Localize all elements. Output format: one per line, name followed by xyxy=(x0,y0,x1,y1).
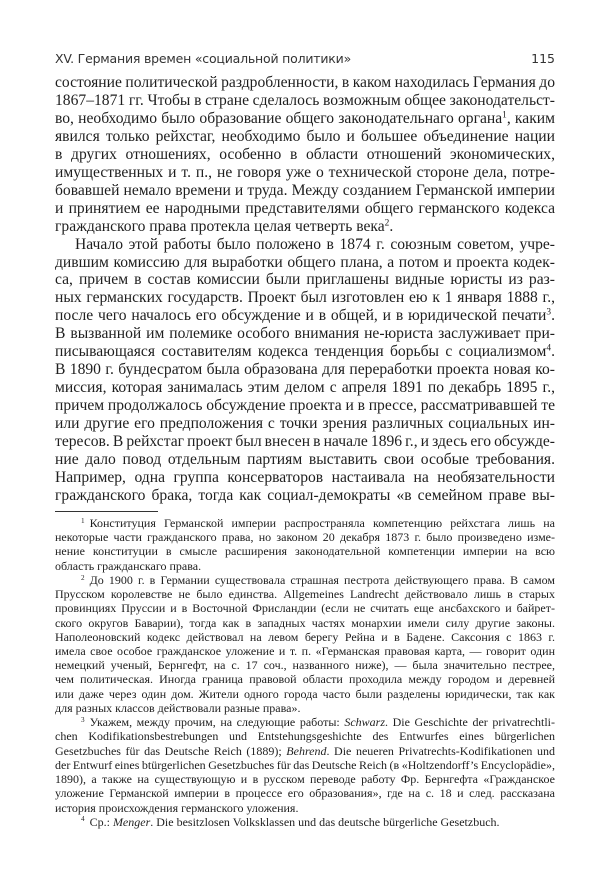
text-run: после чего началось его обсуждение и в общей, и в юридической печати xyxy=(55,307,547,325)
text-run: область гражданскаго права. xyxy=(55,558,202,573)
footnote-line xyxy=(55,672,555,686)
text-run: der Entwurf eines btürgerlichen Gesetzbuches für das Deutsche Reich (в «Holtzendorff’s Encyclopädie», xyxy=(55,757,555,772)
text-line xyxy=(55,289,555,307)
text-run: дившим комиссию для выработки общего плана, а потом и проекта кодек- xyxy=(55,253,555,271)
text-line xyxy=(55,218,555,236)
footnote-line xyxy=(55,687,555,701)
text-run: или другие его предположения с точки зрения различных социальных ин- xyxy=(55,415,555,433)
text-line xyxy=(55,110,555,128)
footnote-line xyxy=(55,729,555,743)
text-run: , каким xyxy=(506,109,555,127)
text-run: Укажем, между прочим, на следующие работы: xyxy=(89,715,345,730)
author-name: Schwarz xyxy=(344,715,386,730)
footnote-marker: 4 xyxy=(81,815,85,824)
text-run: чем политическая. Иногда граница правовой области проходила между городом и деревней xyxy=(55,672,555,687)
footnote-marker: 2 xyxy=(384,218,390,229)
text-run: тересов. В рейхстаг проект был внесен в начале 1896 г., и здесь его обсужде- xyxy=(55,433,555,451)
text-run: 1890), а также на существующую и в русском переводе работу Фр. Бернгефта «Гражданское xyxy=(55,772,555,787)
text-run: Наполеоновский кодекс действовал на левом берегу Рейна и в Бадене. Саксония с 1863 г. xyxy=(55,629,555,644)
footnote-marker: 1 xyxy=(502,110,507,121)
footnote-marker: 1 xyxy=(81,516,85,525)
text-line xyxy=(55,200,555,218)
text-line xyxy=(55,164,555,182)
text-run: 1867–1871 гг. Чтобы в стране сделалось возможным общее законодательст- xyxy=(55,91,555,109)
footnotes xyxy=(55,516,555,829)
text-run: писывающаяся составителям кодекса тенденция борьбы с социализмом xyxy=(55,343,547,361)
text-line xyxy=(55,271,555,289)
author-name: Menger xyxy=(112,814,151,829)
text-run: нение конституции в смысле расширения законодательной компетенции империи на всю xyxy=(55,544,555,559)
text-run: некоторые части гражданского права, но законом 20 декабря 1873 г. было произведено изме- xyxy=(55,530,555,545)
text-run: chen Kodifikationsbestrebungen und Entstehungsgeshichte des Entwurfes eines bürgerlichen xyxy=(55,729,555,744)
footnote-line xyxy=(55,658,555,672)
text-run: . Die besitzlosen Volksklassen und das deutsche bürgerliche Gesetzbuch. xyxy=(150,814,500,829)
text-run: уложение Германской империи в процессе его образования», где на с. 18 и след. рассказана xyxy=(55,786,555,801)
footnote-line xyxy=(55,559,555,573)
body-text xyxy=(55,74,555,505)
footnote-line xyxy=(55,744,555,758)
text-line xyxy=(55,361,555,379)
text-line xyxy=(55,236,555,254)
text-line xyxy=(55,379,555,397)
text-line xyxy=(55,325,555,343)
text-run: . xyxy=(551,307,555,325)
footnote-line xyxy=(55,801,555,815)
text-line xyxy=(55,415,555,433)
footnote-line xyxy=(55,573,555,587)
footnote-marker: 3 xyxy=(81,715,85,724)
text-run: немецкий ученый, Бернгефт, на с. 17 соч., названного ниже), — была значительно пестрее, xyxy=(55,658,555,673)
text-line xyxy=(55,182,555,200)
text-line xyxy=(55,397,555,415)
footnote-marker: 3 xyxy=(546,307,552,318)
text-run: имела свое особое гражданское уложение и т. п. «Германская правовая карта, — говорит один xyxy=(55,643,555,658)
text-run: во, необходимо было образование общего законодательнаго органа xyxy=(55,109,503,127)
text-run: провинциях Пруссии и в Восточной Фрисландии (если не считать еще ансбахского и байрет- xyxy=(55,601,555,616)
footnote-line xyxy=(55,758,555,772)
text-run: гражданского брака, тогда как социал-демократы «в семейном праве вы- xyxy=(55,486,555,504)
text-run: ных германских государств. Проект был изготовлен ею к 1 января 1888 г., xyxy=(55,289,555,307)
footnote-line xyxy=(55,530,555,544)
text-line xyxy=(55,254,555,272)
page-number: 115 xyxy=(531,51,555,66)
footnote-line xyxy=(55,616,555,630)
footnote-marker: 2 xyxy=(81,573,85,582)
footnote-line xyxy=(55,715,555,729)
text-line xyxy=(55,469,555,487)
text-run: для разных классов действовали разные права». xyxy=(55,700,301,715)
text-run: имущественных и т. п., не говоря уже о технической стороне дела, потре- xyxy=(55,163,555,181)
text-run: До 1900 г. в Германии существовала страшная пестрота действующего права. В самом xyxy=(89,572,555,587)
footnote-line xyxy=(55,601,555,615)
text-run: Конституция Германской империи распространяла компетенцию рейхстага лишь на xyxy=(89,515,555,530)
text-run: или даже через один дом. Жители одного города часто были разделены юридически, так как xyxy=(55,686,555,701)
footnote-line xyxy=(55,786,555,800)
footnote-line xyxy=(55,701,555,715)
text-run: . Die neueren Privatrechts-Kodifikationen und xyxy=(326,743,555,758)
footnote-line xyxy=(55,772,555,786)
text-run: Прусском королевстве не было единства. Allgemeines Landrecht действовало лишь в старых xyxy=(55,587,555,602)
text-line xyxy=(55,307,555,325)
text-run: В 1890 г. бундесратом была образована для переработки проекта новая ко- xyxy=(55,361,555,379)
text-run: история происхождения германского уложения. xyxy=(55,800,299,815)
text-run: и принятием ее народными представителями общего германского кодекса xyxy=(55,199,555,217)
footnote-line xyxy=(55,630,555,644)
text-run: ние дало повод отдельным партиям выставить свои особые требования. xyxy=(55,451,555,469)
text-run: Начало этой работы было положено в 1874 г. союзным советом, учре- xyxy=(75,235,555,253)
text-run: . xyxy=(551,343,555,361)
footnote-line xyxy=(55,516,555,530)
text-run: явился только рейхстаг, необходимо было и большее объединение нации xyxy=(55,127,555,145)
text-run: . xyxy=(389,217,394,235)
footnote-line xyxy=(55,544,555,558)
text-run: ского округов Баварии), тогда как в западных частях монархии имели силу другие законы. xyxy=(55,615,555,630)
text-run: Gesetzbuches für das Deutsche Reich (1889); xyxy=(55,743,287,758)
text-line xyxy=(55,433,555,451)
text-run: причем продолжалось обсуждение проекта и в прессе, рассматривавшей те xyxy=(55,397,555,415)
text-run: Например, одна группа консерваторов настаивала на необязательности xyxy=(55,468,555,486)
footnote-separator xyxy=(55,511,158,512)
text-line xyxy=(55,74,555,92)
text-line xyxy=(55,146,555,164)
running-title: XV. Германия времен «социальной политики» xyxy=(55,51,352,66)
footnote-marker: 4 xyxy=(546,343,552,354)
text-run: миссия, которая занималась этим делом с апреля 1891 по декабрь 1895 г., xyxy=(55,379,555,397)
text-line xyxy=(55,128,555,146)
text-run: гражданского права протекла целая четверть века xyxy=(55,217,385,235)
text-line xyxy=(55,92,555,110)
footnote-line xyxy=(55,815,555,829)
text-run: . Die Geschichte der privatrechtli- xyxy=(385,715,556,730)
text-line xyxy=(55,343,555,361)
text-run: В вызванной им полемике особого внимания не-юриста заслуживает при- xyxy=(55,325,555,343)
text-run: бовавшей немало времени и труда. Между созданием Германской империи xyxy=(55,181,555,199)
text-run: Ср.: xyxy=(89,814,113,829)
running-header xyxy=(55,51,555,74)
text-line xyxy=(55,487,555,505)
author-name: Behrend xyxy=(286,743,327,758)
footnote-line xyxy=(55,644,555,658)
footnote-line xyxy=(55,587,555,601)
text-run: состояние политической раздробленности, в каком находилась Германия до xyxy=(55,74,555,91)
text-run: в других отношениях, особенно в области отношений экономических, xyxy=(55,145,555,163)
text-line xyxy=(55,451,555,469)
text-run: са, причем в состав комиссии были приглашены видные юристы из раз- xyxy=(55,271,555,289)
